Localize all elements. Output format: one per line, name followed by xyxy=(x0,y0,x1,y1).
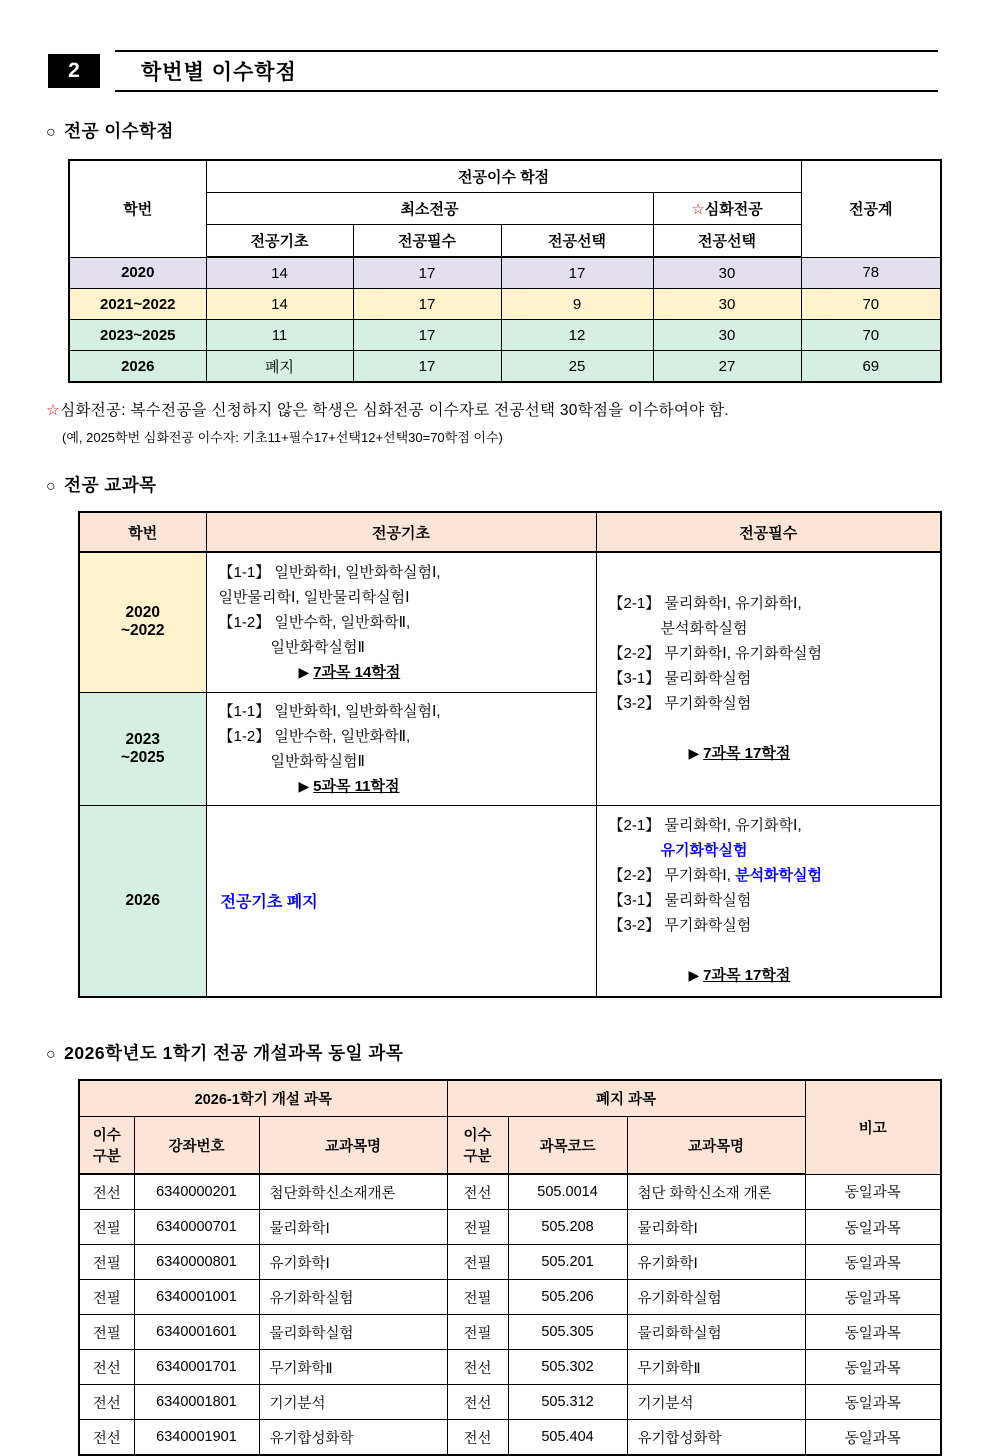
course-text: 분석화학실험 xyxy=(660,620,748,638)
course-cell: 505.208 xyxy=(508,1210,627,1245)
table-row xyxy=(79,552,941,692)
course-cell: 물리화학실험 xyxy=(627,1315,805,1350)
credit-cell: 14 xyxy=(206,289,353,320)
course-text: 【1-1】 일반화학Ⅰ, 일반화학실험Ⅰ, xyxy=(218,702,441,720)
course-cell: 유기화학Ⅰ xyxy=(627,1245,805,1280)
course-line xyxy=(609,591,929,616)
circle-bullet-icon: ○ xyxy=(46,1046,57,1063)
course-cell: 전선 xyxy=(447,1350,508,1385)
course-summary: 5과목 11학점 xyxy=(313,777,400,795)
course-cell: 물리화학실험 xyxy=(259,1315,447,1350)
course-cell: 물리화학Ⅰ xyxy=(627,1210,805,1245)
cohort-cell: 2020 xyxy=(69,257,206,289)
course-cell: 전선 xyxy=(79,1385,134,1420)
course-text: 【3-2】 무기화학실험 xyxy=(608,695,752,713)
credit-cell: 69 xyxy=(801,351,941,383)
table-row xyxy=(69,351,941,383)
cohort-cell: 2023~2025 xyxy=(69,320,206,351)
course-line xyxy=(219,585,584,610)
course-text: 일반물리학Ⅰ, 일반물리학실험Ⅰ xyxy=(218,588,410,606)
sub-col-header xyxy=(79,1117,134,1175)
header-line: 과목코드 xyxy=(539,1138,596,1155)
credit-cell: 25 xyxy=(501,351,653,383)
credit-cell: 78 xyxy=(801,257,941,289)
header-line: 이수 xyxy=(463,1128,492,1144)
course-cell: 전선 xyxy=(79,1174,134,1210)
document-page xyxy=(0,52,992,1455)
course-summary: 7과목 17학점 xyxy=(703,967,791,985)
section-title-same-courses: ○ 2026학년도 1학기 전공 개설과목 동일 과목 xyxy=(46,1043,404,1063)
col-header-required: 전공필수 xyxy=(353,225,501,258)
table-row xyxy=(79,1280,941,1315)
course-cell: 무기화학Ⅱ xyxy=(259,1350,447,1385)
col-header-required-courses: 전공필수 xyxy=(596,512,941,552)
course-cell: 동일과목 xyxy=(805,1280,941,1315)
credit-cell: 폐지 xyxy=(206,351,353,383)
table-row xyxy=(79,1245,941,1280)
course-cell: 첨단 화학신소재 개론 xyxy=(627,1174,805,1210)
basic-abolished-cell: 전공기초 폐지 xyxy=(206,805,596,997)
course-line xyxy=(219,699,584,724)
triangle-icon: ▶ xyxy=(688,967,704,984)
table-row xyxy=(69,289,941,320)
course-text: 분석화학실험 xyxy=(735,867,823,885)
sub-col-header xyxy=(259,1117,447,1175)
course-cell: 505.312 xyxy=(508,1385,627,1420)
course-line xyxy=(609,938,929,963)
course-line xyxy=(609,741,929,766)
col-header-advanced-major: ☆심화전공 xyxy=(653,193,801,225)
course-text: 【3-1】 물리화학실험 xyxy=(608,670,752,688)
cohort-line: ~2022 xyxy=(120,622,165,640)
course-cell: 6340001001 xyxy=(134,1280,259,1315)
required-courses-cell xyxy=(596,552,941,805)
credit-cell: 17 xyxy=(501,257,653,289)
credit-cell: 17 xyxy=(353,351,501,383)
col-header-group: 전공이수 학점 xyxy=(206,160,801,193)
course-text: 일반화학실험Ⅱ xyxy=(270,638,365,656)
triangle-icon: ▶ xyxy=(298,777,314,794)
course-cell: 6340000801 xyxy=(134,1245,259,1280)
course-line xyxy=(609,838,929,863)
section-number-badge: 2 xyxy=(48,54,100,88)
course-cell: 전필 xyxy=(79,1280,134,1315)
course-cell: 505.404 xyxy=(508,1420,627,1456)
same-courses-table xyxy=(78,1079,942,1456)
col-header-elective: 전공선택 xyxy=(501,225,653,258)
sub-col-header xyxy=(627,1117,805,1175)
course-cell: 전필 xyxy=(447,1280,508,1315)
course-cell: 유기화학실험 xyxy=(259,1280,447,1315)
course-cell: 동일과목 xyxy=(805,1210,941,1245)
course-cell: 전선 xyxy=(447,1420,508,1456)
cohort-cell xyxy=(79,692,206,805)
course-line xyxy=(609,641,929,666)
credit-cell: 14 xyxy=(206,257,353,289)
required-courses-cell xyxy=(596,805,941,997)
course-cell: 유기화학실험 xyxy=(627,1280,805,1315)
group-header-closed: 폐지 과목 xyxy=(447,1080,805,1117)
course-cell: 505.206 xyxy=(508,1280,627,1315)
course-line xyxy=(219,660,584,685)
sub-col-header xyxy=(508,1117,627,1175)
course-cell: 6340000201 xyxy=(134,1174,259,1210)
star-icon: ☆ xyxy=(691,201,705,218)
course-cell: 전필 xyxy=(447,1315,508,1350)
header-line: 구분 xyxy=(92,1149,121,1165)
col-header-note: 비고 xyxy=(805,1080,941,1174)
course-line xyxy=(219,749,584,774)
col-header-haken: 학번 xyxy=(69,160,206,257)
course-line xyxy=(609,666,929,691)
course-text: 【2-2】 무기화학Ⅰ, xyxy=(608,867,736,885)
credit-cell: 27 xyxy=(653,351,801,383)
course-cell: 동일과목 xyxy=(805,1174,941,1210)
course-cell: 동일과목 xyxy=(805,1385,941,1420)
course-cell: 6340001601 xyxy=(134,1315,259,1350)
page-header xyxy=(48,52,938,90)
course-cell: 전필 xyxy=(79,1245,134,1280)
course-cell: 첨단화학신소재개론 xyxy=(259,1174,447,1210)
header-line: 이수 xyxy=(92,1128,121,1144)
star-icon: ☆ xyxy=(46,402,61,419)
course-cell: 동일과목 xyxy=(805,1420,941,1456)
course-line xyxy=(609,963,929,988)
header-line: 교과목명 xyxy=(325,1138,382,1155)
triangle-icon: ▶ xyxy=(298,663,314,680)
triangle-icon: ▶ xyxy=(688,745,704,762)
course-cell: 전필 xyxy=(447,1245,508,1280)
course-line xyxy=(609,813,929,838)
credit-cell: 9 xyxy=(501,289,653,320)
table-row xyxy=(79,805,941,997)
course-line xyxy=(219,774,584,799)
table-row xyxy=(79,1210,941,1245)
credit-cell: 17 xyxy=(353,320,501,351)
credit-cell: 30 xyxy=(653,289,801,320)
course-cell: 전선 xyxy=(447,1385,508,1420)
course-cell: 505.0014 xyxy=(508,1174,627,1210)
credit-cell: 30 xyxy=(653,320,801,351)
advanced-major-note: ☆심화전공: 복수전공을 신청하지 않은 학생은 심화전공 이수자로 전공선택 30학점을 이수하여야 함. xyxy=(46,402,729,419)
course-line xyxy=(609,888,929,913)
credit-cell: 17 xyxy=(353,289,501,320)
cohort-line: 2023 xyxy=(125,730,160,748)
course-cell: 전선 xyxy=(447,1174,508,1210)
table-row xyxy=(69,320,941,351)
credit-cell: 11 xyxy=(206,320,353,351)
circle-bullet-icon: ○ xyxy=(46,478,57,495)
cohort-cell: 2026 xyxy=(69,351,206,383)
cohort-cell xyxy=(79,805,206,997)
course-cell: 유기합성화학 xyxy=(627,1420,805,1456)
course-text: 【1-2】 일반수학, 일반화학Ⅱ, xyxy=(218,727,411,745)
header-line: 강좌번호 xyxy=(168,1138,225,1155)
basic-courses-cell xyxy=(206,692,596,805)
course-text: 【2-2】 무기화학Ⅰ, 유기화학실험 xyxy=(608,645,823,663)
page-title: 학번별 이수학점 xyxy=(115,50,938,92)
sub-col-header xyxy=(134,1117,259,1175)
course-line xyxy=(219,724,584,749)
cohort-line: 2020 xyxy=(125,604,160,622)
course-cell: 동일과목 xyxy=(805,1350,941,1385)
credit-cell: 30 xyxy=(653,257,801,289)
course-cell: 전필 xyxy=(447,1210,508,1245)
course-cell: 전선 xyxy=(79,1350,134,1385)
table-row xyxy=(79,1420,941,1456)
major-courses-table xyxy=(78,511,942,998)
course-line xyxy=(609,691,929,716)
course-text: 【1-1】 일반화학Ⅰ, 일반화학실험Ⅰ, xyxy=(218,563,441,581)
course-cell: 전선 xyxy=(79,1420,134,1456)
course-summary: 7과목 14학점 xyxy=(313,663,401,681)
cohort-line: 2026 xyxy=(125,891,160,909)
course-cell: 동일과목 xyxy=(805,1315,941,1350)
col-header-min-major: 최소전공 xyxy=(206,193,653,225)
course-text: 【2-1】 물리화학Ⅰ, 유기화학Ⅰ, xyxy=(608,595,802,613)
course-cell: 동일과목 xyxy=(805,1245,941,1280)
course-cell: 6340001801 xyxy=(134,1385,259,1420)
table-row xyxy=(79,1315,941,1350)
course-line xyxy=(219,635,584,660)
course-cell: 전필 xyxy=(79,1315,134,1350)
course-cell: 6340001701 xyxy=(134,1350,259,1385)
col-header-basic-courses: 전공기초 xyxy=(206,512,596,552)
course-summary: 7과목 17학점 xyxy=(703,745,791,763)
course-cell: 무기화학Ⅱ xyxy=(627,1350,805,1385)
group-header-open: 2026-1학기 개설 과목 xyxy=(79,1080,447,1117)
course-line xyxy=(609,913,929,938)
course-cell: 전필 xyxy=(79,1210,134,1245)
table-row xyxy=(79,1385,941,1420)
table-row xyxy=(69,257,941,289)
advanced-major-note-example: (예, 2025학번 심화전공 이수자: 기초11+필수17+선택12+선택30=70학점 이수) xyxy=(62,430,503,445)
course-text: 【3-1】 물리화학실험 xyxy=(608,892,752,910)
section-title-credits: ○ 전공 이수학점 xyxy=(46,121,174,141)
course-text: 【3-2】 무기화학실험 xyxy=(608,917,752,935)
course-line xyxy=(609,616,929,641)
course-cell: 6340000701 xyxy=(134,1210,259,1245)
section-title-courses: ○ 전공 교과목 xyxy=(46,475,157,495)
header-line: 교과목명 xyxy=(688,1138,745,1155)
col-header-total: 전공계 xyxy=(801,160,941,257)
major-credits-table xyxy=(68,159,942,383)
course-line xyxy=(609,716,929,741)
course-cell: 6340001901 xyxy=(134,1420,259,1456)
table-row xyxy=(79,1174,941,1210)
cohort-line: ~2025 xyxy=(120,748,165,766)
course-text: 【1-2】 일반수학, 일반화학Ⅱ, xyxy=(218,613,411,631)
col-header-elective-advanced: 전공선택 xyxy=(653,225,801,258)
course-text: 유기화학실험 xyxy=(660,842,748,860)
course-cell: 유기화학Ⅰ xyxy=(259,1245,447,1280)
credit-cell: 70 xyxy=(801,289,941,320)
cohort-cell: 2021~2022 xyxy=(69,289,206,320)
course-cell: 505.305 xyxy=(508,1315,627,1350)
course-cell: 기기분석 xyxy=(627,1385,805,1420)
course-cell: 기기분석 xyxy=(259,1385,447,1420)
cohort-cell xyxy=(79,552,206,692)
credit-cell: 12 xyxy=(501,320,653,351)
course-cell: 505.201 xyxy=(508,1245,627,1280)
course-cell: 물리화학Ⅰ xyxy=(259,1210,447,1245)
table-row xyxy=(79,1350,941,1385)
header-line: 구분 xyxy=(463,1149,492,1165)
col-header-haken: 학번 xyxy=(79,512,206,552)
credit-cell: 70 xyxy=(801,320,941,351)
col-header-basic: 전공기초 xyxy=(206,225,353,258)
course-text: 【2-1】 물리화학Ⅰ, 유기화학Ⅰ, xyxy=(608,817,802,835)
course-text: 일반화학실험Ⅱ xyxy=(270,752,365,770)
course-line xyxy=(609,863,929,888)
credit-cell: 17 xyxy=(353,257,501,289)
course-line xyxy=(219,610,584,635)
basic-courses-cell xyxy=(206,552,596,692)
course-cell: 505.302 xyxy=(508,1350,627,1385)
course-cell: 유기합성화학 xyxy=(259,1420,447,1456)
circle-bullet-icon: ○ xyxy=(46,124,57,141)
sub-col-header xyxy=(447,1117,508,1175)
course-line xyxy=(219,560,584,585)
